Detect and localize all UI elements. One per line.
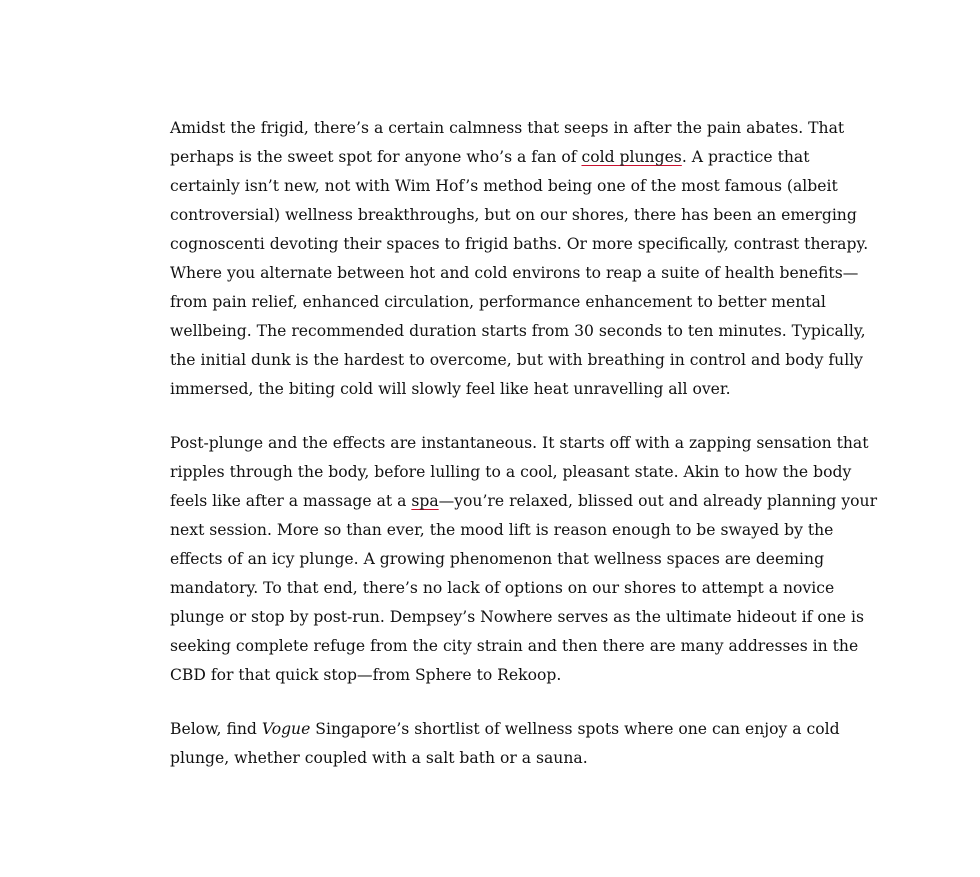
- text-line: [170, 114, 845, 143]
- text-segment: effects of an icy plunge. A growing phenomenon that wellness spaces are deeming: [170, 550, 825, 568]
- text-line: [170, 661, 830, 690]
- article-paragraph: [170, 429, 878, 690]
- text-segment: ripples through the body, before lulling to a cool, pleasant state. Akin to how the body: [170, 463, 852, 481]
- text-segment: perhaps is the sweet spot for anyone who’s a fan of: [170, 148, 582, 166]
- text-segment: immersed, the biting cold will slowly feel like heat unravelling all over.: [170, 380, 731, 398]
- italic-text: Vogue: [261, 720, 311, 738]
- text-line: [170, 317, 866, 346]
- article-paragraph: [170, 114, 869, 404]
- text-line: [170, 288, 830, 317]
- text-segment: the initial dunk is the hardest to overcome, but with breathing in control and body fully: [170, 351, 863, 369]
- text-line: [170, 346, 863, 375]
- text-line: [170, 545, 830, 574]
- text-segment: next session. More so than ever, the mood lift is reason enough to be swayed by the: [170, 521, 834, 539]
- text-segment: CBD for that quick stop—from Sphere to Rekoop.: [170, 666, 562, 684]
- inline-link[interactable]: spa: [411, 492, 439, 510]
- text-line: [170, 172, 838, 201]
- text-line: [170, 516, 834, 545]
- text-segment: cognoscenti devoting their spaces to frigid baths. Or more specifically, contrast therapy.: [170, 235, 869, 253]
- article-body: [170, 114, 878, 798]
- text-segment: wellbeing. The recommended duration starts from 30 seconds to ten minutes. Typically,: [170, 322, 866, 340]
- text-segment: controversial) wellness breakthroughs, but on our shores, there has been an emerging: [170, 206, 857, 224]
- text-line: [170, 429, 869, 458]
- text-segment: plunge, whether coupled with a salt bath or a sauna.: [170, 749, 588, 767]
- text-line: [170, 375, 830, 404]
- inline-link[interactable]: cold plunges: [581, 148, 682, 166]
- text-segment: certainly isn’t new, not with Wim Hof’s method being one of the most famous (albeit: [170, 177, 838, 195]
- text-segment: Post-plunge and the effects are instantaneous. It starts off with a zapping sensation that: [170, 434, 869, 452]
- text-segment: from pain relief, enhanced circulation, performance enhancement to better mental: [170, 293, 826, 311]
- text-segment: Below, find: [170, 720, 262, 738]
- article-paragraph: [170, 715, 840, 773]
- text-line: [170, 201, 857, 230]
- text-segment: feels like after a massage at a: [170, 492, 412, 510]
- text-segment: Singapore’s shortlist of wellness spots where one can enjoy a cold: [310, 720, 840, 738]
- text-line: [170, 715, 840, 744]
- text-segment: —you’re relaxed, blissed out and already planning your: [438, 492, 878, 510]
- text-line: [170, 259, 859, 288]
- text-segment: seeking complete refuge from the city strain and then there are many addresses in the: [170, 637, 859, 655]
- text-line: [170, 143, 830, 172]
- text-line: [170, 487, 878, 516]
- text-segment: mandatory. To that end, there’s no lack of options on our shores to attempt a novice: [170, 579, 835, 597]
- text-line: [170, 230, 869, 259]
- text-segment: Amidst the frigid, there’s a certain calmness that seeps in after the pain abates. That: [170, 119, 845, 137]
- text-line: [170, 458, 852, 487]
- text-segment: plunge or stop by post-run. Dempsey’s Nowhere serves as the ultimate hideout if one is: [170, 608, 864, 626]
- text-line: [170, 603, 864, 632]
- text-line: [170, 574, 835, 603]
- text-segment: Where you alternate between hot and cold environs to reap a suite of health benefits—: [170, 264, 859, 282]
- text-segment: . A practice that: [681, 148, 810, 166]
- text-line: [170, 744, 830, 773]
- text-line: [170, 632, 859, 661]
